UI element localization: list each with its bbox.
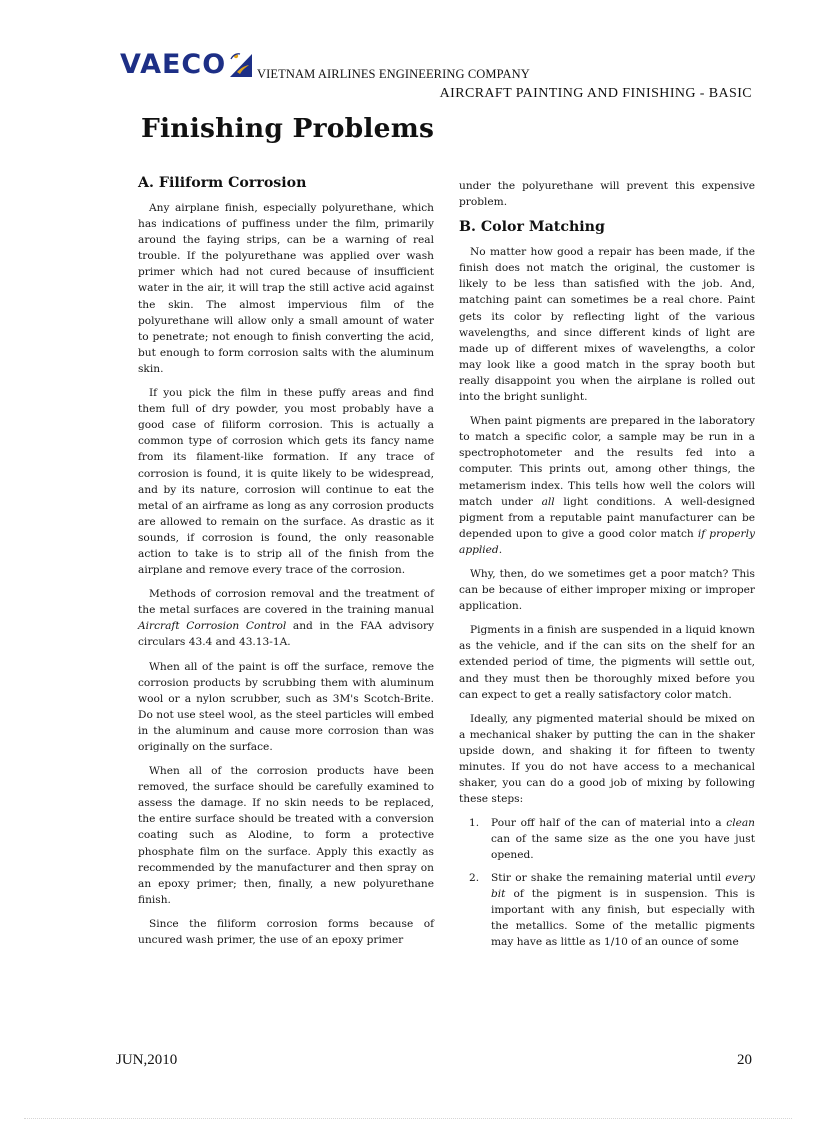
- footer-date: JUN,2010: [116, 1052, 178, 1068]
- course-title: AIRCRAFT PAINTING AND FINISHING - BASIC: [439, 86, 752, 101]
- paragraph: When paint pigments are prepared in the laboratory to match a specific color, a sample may be run in a spectrophotometer and the results fed into a computer. This prints out, among other things, the metamerism index. This tells how well the colors will match under all light conditions. A well-designed pigment from a reputable paint manufacturer can be depended upon to give a good color match if properly applied.: [459, 415, 756, 556]
- list-text: Pour off half of the can of material into a clean can of the same size as the one you have just opened.: [491, 817, 755, 862]
- paragraph-continuation: under the polyurethane will prevent this expensive problem.: [459, 180, 755, 209]
- mixing-steps-list: [459, 815, 755, 950]
- paragraph: When all of the corrosion products have been removed, the surface should be carefully examined to assess the damage. If no skin needs to be replaced, the entire surface should be treated with a conversion coating such as Alodine, to form a protective phosphate film on the surface. Apply this exactly as recommended by the manufacturer and then spray on an epoxy primer; then, finally, a new polyurethane finish.: [138, 765, 434, 906]
- list-item: [459, 815, 755, 863]
- list-item: [459, 870, 755, 950]
- paragraph: If you pick the film in these puffy areas and find them full of dry powder, you most probably have a good case of filiform corrosion. This is actually a common type of corrosion which gets its fancy name from its filament-like formation. If any trace of corrosion is found, it is quite likely to be widespread, and by its nature, corrosion will continue to eat the metal of an airframe as long as any corrosion products are allowed to remain on the surface. As drastic as it sounds, if corrosion is found, the only reasonable action to take is to strip all of the finish from the airplane and remove every trace of the corrosion.: [138, 387, 434, 577]
- page-title: Finishing Problems: [141, 113, 435, 144]
- company-name: VIETNAM AIRLINES ENGINEERING COMPANY: [257, 67, 530, 81]
- list-number: 2.: [469, 871, 480, 884]
- section-heading-color-matching: B. Color Matching: [459, 219, 605, 236]
- list-text: Stir or shake the remaining material until every bit of the pigment is in suspension. This is important with any finish, but especially with the metallics. Some of the metallic pigments may have as little as 1/10 of an ounce of some: [491, 871, 755, 948]
- paragraph: Methods of corrosion removal and the treatment of the metal surfaces are covered in the training manual Aircraft Corrosion Control and in the FAA advisory circulars 43.4 and 43.13-1A.: [138, 588, 434, 649]
- paragraph: When all of the paint is off the surface, remove the corrosion products by scrubbing them with aluminum wool or a nylon scrubber, such as 3M's Scotch-Brite. Do not use steel wool, as the steel particles will embed in the aluminum and cause more corrosion than was originally on the surface.: [138, 660, 434, 753]
- list-number: 1.: [469, 817, 480, 830]
- divider: [24, 1118, 792, 1119]
- right-column: [459, 178, 755, 956]
- logo-wordmark: VAECO: [120, 49, 227, 80]
- paragraph: Pigments in a finish are suspended in a liquid known as the vehicle, and if the can sits on the shelf for an extended period of time, the pigments will settle out, and they must then be thoroughly mixed before you can expect to get a really satisfactory color match.: [459, 624, 755, 701]
- left-column: [138, 174, 434, 956]
- paragraph: Ideally, any pigmented material should be mixed on a mechanical shaker by putting the can in the shaker upside down, and shaking it for fifteen to twenty minutes. If you do not have access to a mechanical shaker, you can do a good job of mixing by following these steps:: [459, 712, 755, 806]
- manual-title: Aircraft Corrosion Control: [138, 620, 287, 633]
- paragraph: Why, then, do we sometimes get a poor match? This can be because of either improper mixing or improper application.: [459, 567, 755, 613]
- vaeco-logo: [120, 50, 254, 78]
- paragraph: Any airplane finish, especially polyurethane, which has indications of puffiness under the film, primarily around the faying strips, can be a warning of real trouble. If the polyurethane was applied over wash primer which had not cured because of insufficient water in the air, it will trap the still active acid against the skin. The almost impervious film of the polyurethane will allow only a small amount of water to penetrate; not enough to finish converting the acid, but enough to form corrosion salts with the aluminum skin.: [138, 202, 434, 375]
- aircraft-tail-icon: [228, 50, 254, 78]
- page-number: 20: [737, 1052, 752, 1068]
- section-heading-filiform-corrosion: A. Filiform Corrosion: [138, 175, 307, 191]
- paragraph: Since the filiform corrosion forms because of uncured wash primer, the use of an epoxy primer: [138, 917, 434, 947]
- paragraph: No matter how good a repair has been made, if the finish does not match the original, the customer is likely to be less than satisfied with the job. And, matching paint can sometimes be a real chore. Paint gets its color by reflecting light of the various wavelengths, and since different kinds of light are made up of different mixes of wavelengths, a color may look like a good match in the spray booth but really disappoint you when the airplane is rolled out into the bright sunlight.: [459, 246, 755, 404]
